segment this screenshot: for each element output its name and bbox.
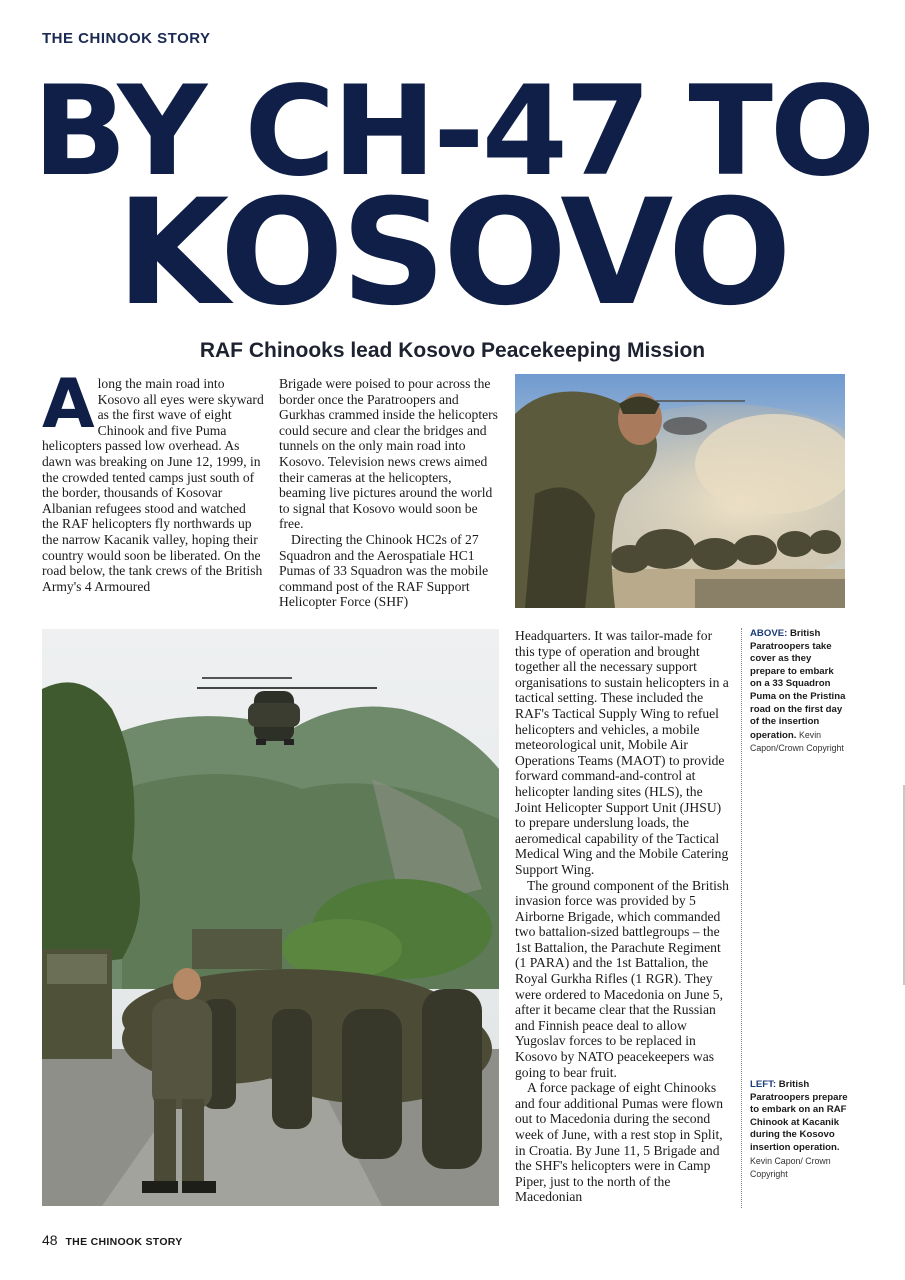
caption-divider: [741, 628, 742, 1208]
headline-line-2: KOSOVO: [116, 168, 789, 338]
caption-label: ABOVE:: [750, 628, 788, 639]
dropcap: A: [42, 365, 95, 444]
paragraph: Headquarters. It was tailor-made for this type of operation and brought together all the necessary support organisations to sustain helicopters in a tactical setting. These included the RAF's Tactical Supply Wing to refuel helicopters and vehicles, a mobile meteorological unit, Mobile Air Operations Teams (MAOT) to provide forward command-and-control at helicopter landing sites (HLS), the Joint Helicopter Support Unit (JHSU) to prepare underslung loads, the aeromedical capability of the Tactical Medical Wing and the Mobile Catering Support Wing.: [515, 628, 729, 877]
paragraph: Directing the Chinook HC2s of 27 Squadron and the Aerospatiale HC1 Pumas of 33 Squadron was the mobile command post of the RAF Support Helicopter Force (SHF): [279, 531, 489, 610]
paragraph: Brigade were poised to pour across the border once the Paratroopers and Gurkhas crammed inside the helicopters could secure and clear the bridges and tunnels on the only main road into Kosovo. Television news crews aimed their cameras at the helicopters, beaming live pictures around the world to signal that Kosovo would soon be free.: [279, 376, 498, 532]
paragraph: The ground component of the British invasion force was provided by 5 Airborne Brigade, which commanded two battalion-sized battlegroups – the 1st Battalion, the Parachute Regiment (1 PARA) and the 1st Battalion, the Royal Gurkha Rifles (1 RGR). They were ordered to Macedonia on June 5, after it became clear that the Russian and Finnish peace deal to allow Yugoslav forces to be replaced in Kosovo by NATO peacekeepers was going to bear fruit.: [515, 877, 729, 1080]
footer-title: THE CHINOOK STORY: [65, 1236, 183, 1248]
caption-label: LEFT:: [750, 1079, 777, 1090]
headline-line-1: BY CH-47 TO: [32, 60, 873, 204]
photo-paratroopers-puma: [515, 374, 845, 608]
article-column-1: [42, 365, 264, 594]
paragraph: A force package of eight Chinooks and four additional Pumas were flown out to Macedonia during the second week of June, with a rest stop in Split, in Croatia. By June 11, 5 Brigade and the SHF's helicopters were in Camp Piper, just to the north of the Macedonian: [515, 1080, 724, 1205]
section-label: THE CHINOOK STORY: [42, 30, 211, 47]
caption-credit: Kevin Capon/Crown Copyright: [750, 729, 844, 754]
page-number: 48: [42, 1232, 58, 1248]
photo-paratroopers-puma-image: [515, 374, 845, 608]
subtitle: RAF Chinooks lead Kosovo Peacekeeping Mission: [199, 339, 706, 362]
caption-above: [750, 628, 848, 756]
article-column-3: [515, 628, 730, 1205]
photo-kacanik-chinook-image: [42, 629, 499, 1206]
article-column-2: [279, 376, 501, 610]
paragraph: long the main road into Kosovo all eyes were skyward as the first wave of eight Chinook and five Puma helicopters passed low overhead. As dawn was breaking on June 12, 1999, in the crowded tented camps just south of the border, thousands of Kosovar Albanian refugees stood and watched the RAF helicopters fly northwards up the narrow Kacanik valley, hoping their country would soon be liberated. On the road below, the tank crews of the British Army's 4 Armoured: [42, 376, 264, 594]
caption-left: [750, 1079, 848, 1182]
caption-text: British Paratroopers take cover as they prepare to embark on a 33 Squadron Puma on the Pristina road on the first day of the insertion operation.: [750, 628, 846, 741]
photo-kacanik-chinook: [42, 629, 499, 1206]
page-footer: [42, 1232, 183, 1248]
caption-credit: Kevin Capon/ Crown Copyright: [750, 1155, 831, 1180]
caption-text: British Paratroopers prepare to embark on an RAF Chinook at Kacanik during the Kosovo insertion operation.: [750, 1079, 848, 1153]
